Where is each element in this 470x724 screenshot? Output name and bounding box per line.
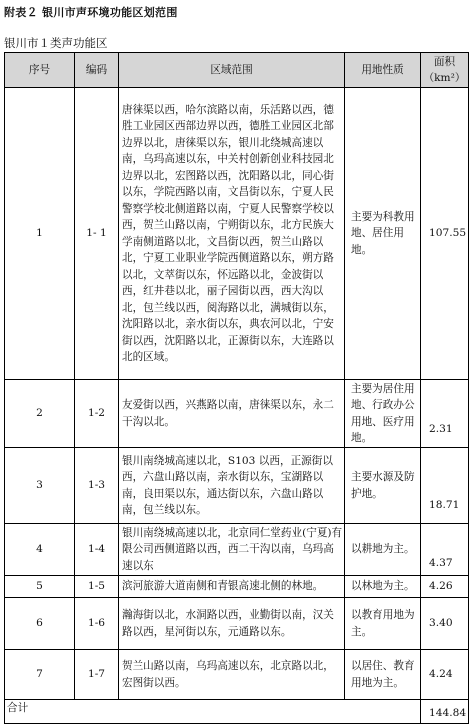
row-seq: 7	[5, 650, 75, 700]
row-area: 友爱街以西，兴燕路以南，唐徕渠以东，永二干沟以北。	[119, 380, 345, 448]
row-code: 1-6	[75, 598, 119, 650]
row-area: 滨河旅游大道南侧和青银高速北侧的林地。	[119, 576, 345, 598]
header-size-unit: （km²）	[423, 72, 466, 84]
row-size: 4.26	[421, 576, 469, 598]
row-size: 18.71	[421, 448, 469, 524]
table-row	[5, 576, 469, 598]
header-size	[421, 53, 469, 88]
row-use: 主要为科教用地、居住用地。	[345, 88, 421, 380]
row-use: 主要水源及防护地。	[345, 448, 421, 524]
row-use: 以耕地为主。	[345, 524, 421, 576]
header-seq: 序号	[5, 53, 75, 88]
row-size: 3.40	[421, 598, 469, 650]
total-value: 144.84	[421, 700, 469, 724]
row-use: 以林地为主。	[345, 576, 421, 598]
row-size: 107.55	[421, 88, 469, 380]
table-row	[5, 524, 469, 576]
row-seq: 6	[5, 598, 75, 650]
table-row	[5, 380, 469, 448]
row-code: 1-2	[75, 380, 119, 448]
row-use: 以居住、教育用地为主。	[345, 650, 421, 700]
row-area: 瀚海街以北，水洞路以西，业勤街以南，汉关路以西，星河街以东，元通路以东。	[119, 598, 345, 650]
row-area: 银川南绕城高速以北，北京同仁堂药业(宁夏)有限公司西侧道路以西，西二干沟以南，乌玛高速以东	[119, 524, 345, 576]
row-seq: 3	[5, 448, 75, 524]
row-code: 1-5	[75, 576, 119, 598]
table-row	[5, 448, 469, 524]
row-code: 1- 1	[75, 88, 119, 380]
row-area: 唐徕渠以西，哈尔滨路以南，乐活路以西，德胜工业园区西部边界以西，德胜工业园区北部边界以北，唐徕渠以东，银川北绕城高速以南，乌玛高速以东，中关村创新创业科技园北边界以北，宏图路以西，沈阳路以北，同心街以东，学院西路以南，文昌街以东，宁夏人民警察学校北侧道路以南，宁夏人民警察学校以西，贺兰山路以南，宁朔街以东，北方民族大学南侧道路以北，文昌街以西，贺兰山路以北，宁夏工业职业学院西侧道路以东，朔方路以北，文萃街以东，怀远路以北，金波街以西，红井巷以北，丽子园街以西，西大沟以北，包兰线以西，阅海路以北，满城街以东，沈阳路以北，亲水街以东，典农河以北，宁安街以西，沈阳路以北，正源街以东，大连路以北的区域。	[119, 88, 345, 380]
table-row	[5, 88, 469, 380]
document-title: 附表２ 银川市声环境功能区划范围	[4, 6, 178, 19]
table-total-row	[5, 700, 469, 724]
header-code: 编码	[75, 53, 119, 88]
section-title: 银川市１类声功能区	[4, 36, 108, 50]
zoning-table	[4, 52, 469, 724]
row-code: 1-7	[75, 650, 119, 700]
row-size: 2.31	[421, 380, 469, 448]
row-seq: 5	[5, 576, 75, 598]
row-area: 贺兰山路以南，乌玛高速以东，北京路以北，宏图街以西。	[119, 650, 345, 700]
header-size-label: 面积	[433, 55, 456, 68]
header-area: 区域范围	[119, 53, 345, 88]
row-size: 4.24	[421, 650, 469, 700]
header-use: 用地性质	[345, 53, 421, 88]
table-row	[5, 650, 469, 700]
row-use: 以教育用地为主。	[345, 598, 421, 650]
table-row	[5, 598, 469, 650]
row-size: 4.37	[421, 524, 469, 576]
row-seq: 1	[5, 88, 75, 380]
row-code: 1-3	[75, 448, 119, 524]
table-header-row	[5, 53, 469, 88]
row-seq: 4	[5, 524, 75, 576]
row-area: 银川南绕城高速以北，S103 以西，正源街以西，六盘山路以南，亲水街以东，宝湖路以南，良田渠以东，通达街以东，六盘山路以南，包兰线以东。	[119, 448, 345, 524]
row-use: 主要为居住用地、行政办公用地、医疗用地。	[345, 380, 421, 448]
row-seq: 2	[5, 380, 75, 448]
row-code: 1-4	[75, 524, 119, 576]
total-label: 合计	[5, 700, 421, 724]
